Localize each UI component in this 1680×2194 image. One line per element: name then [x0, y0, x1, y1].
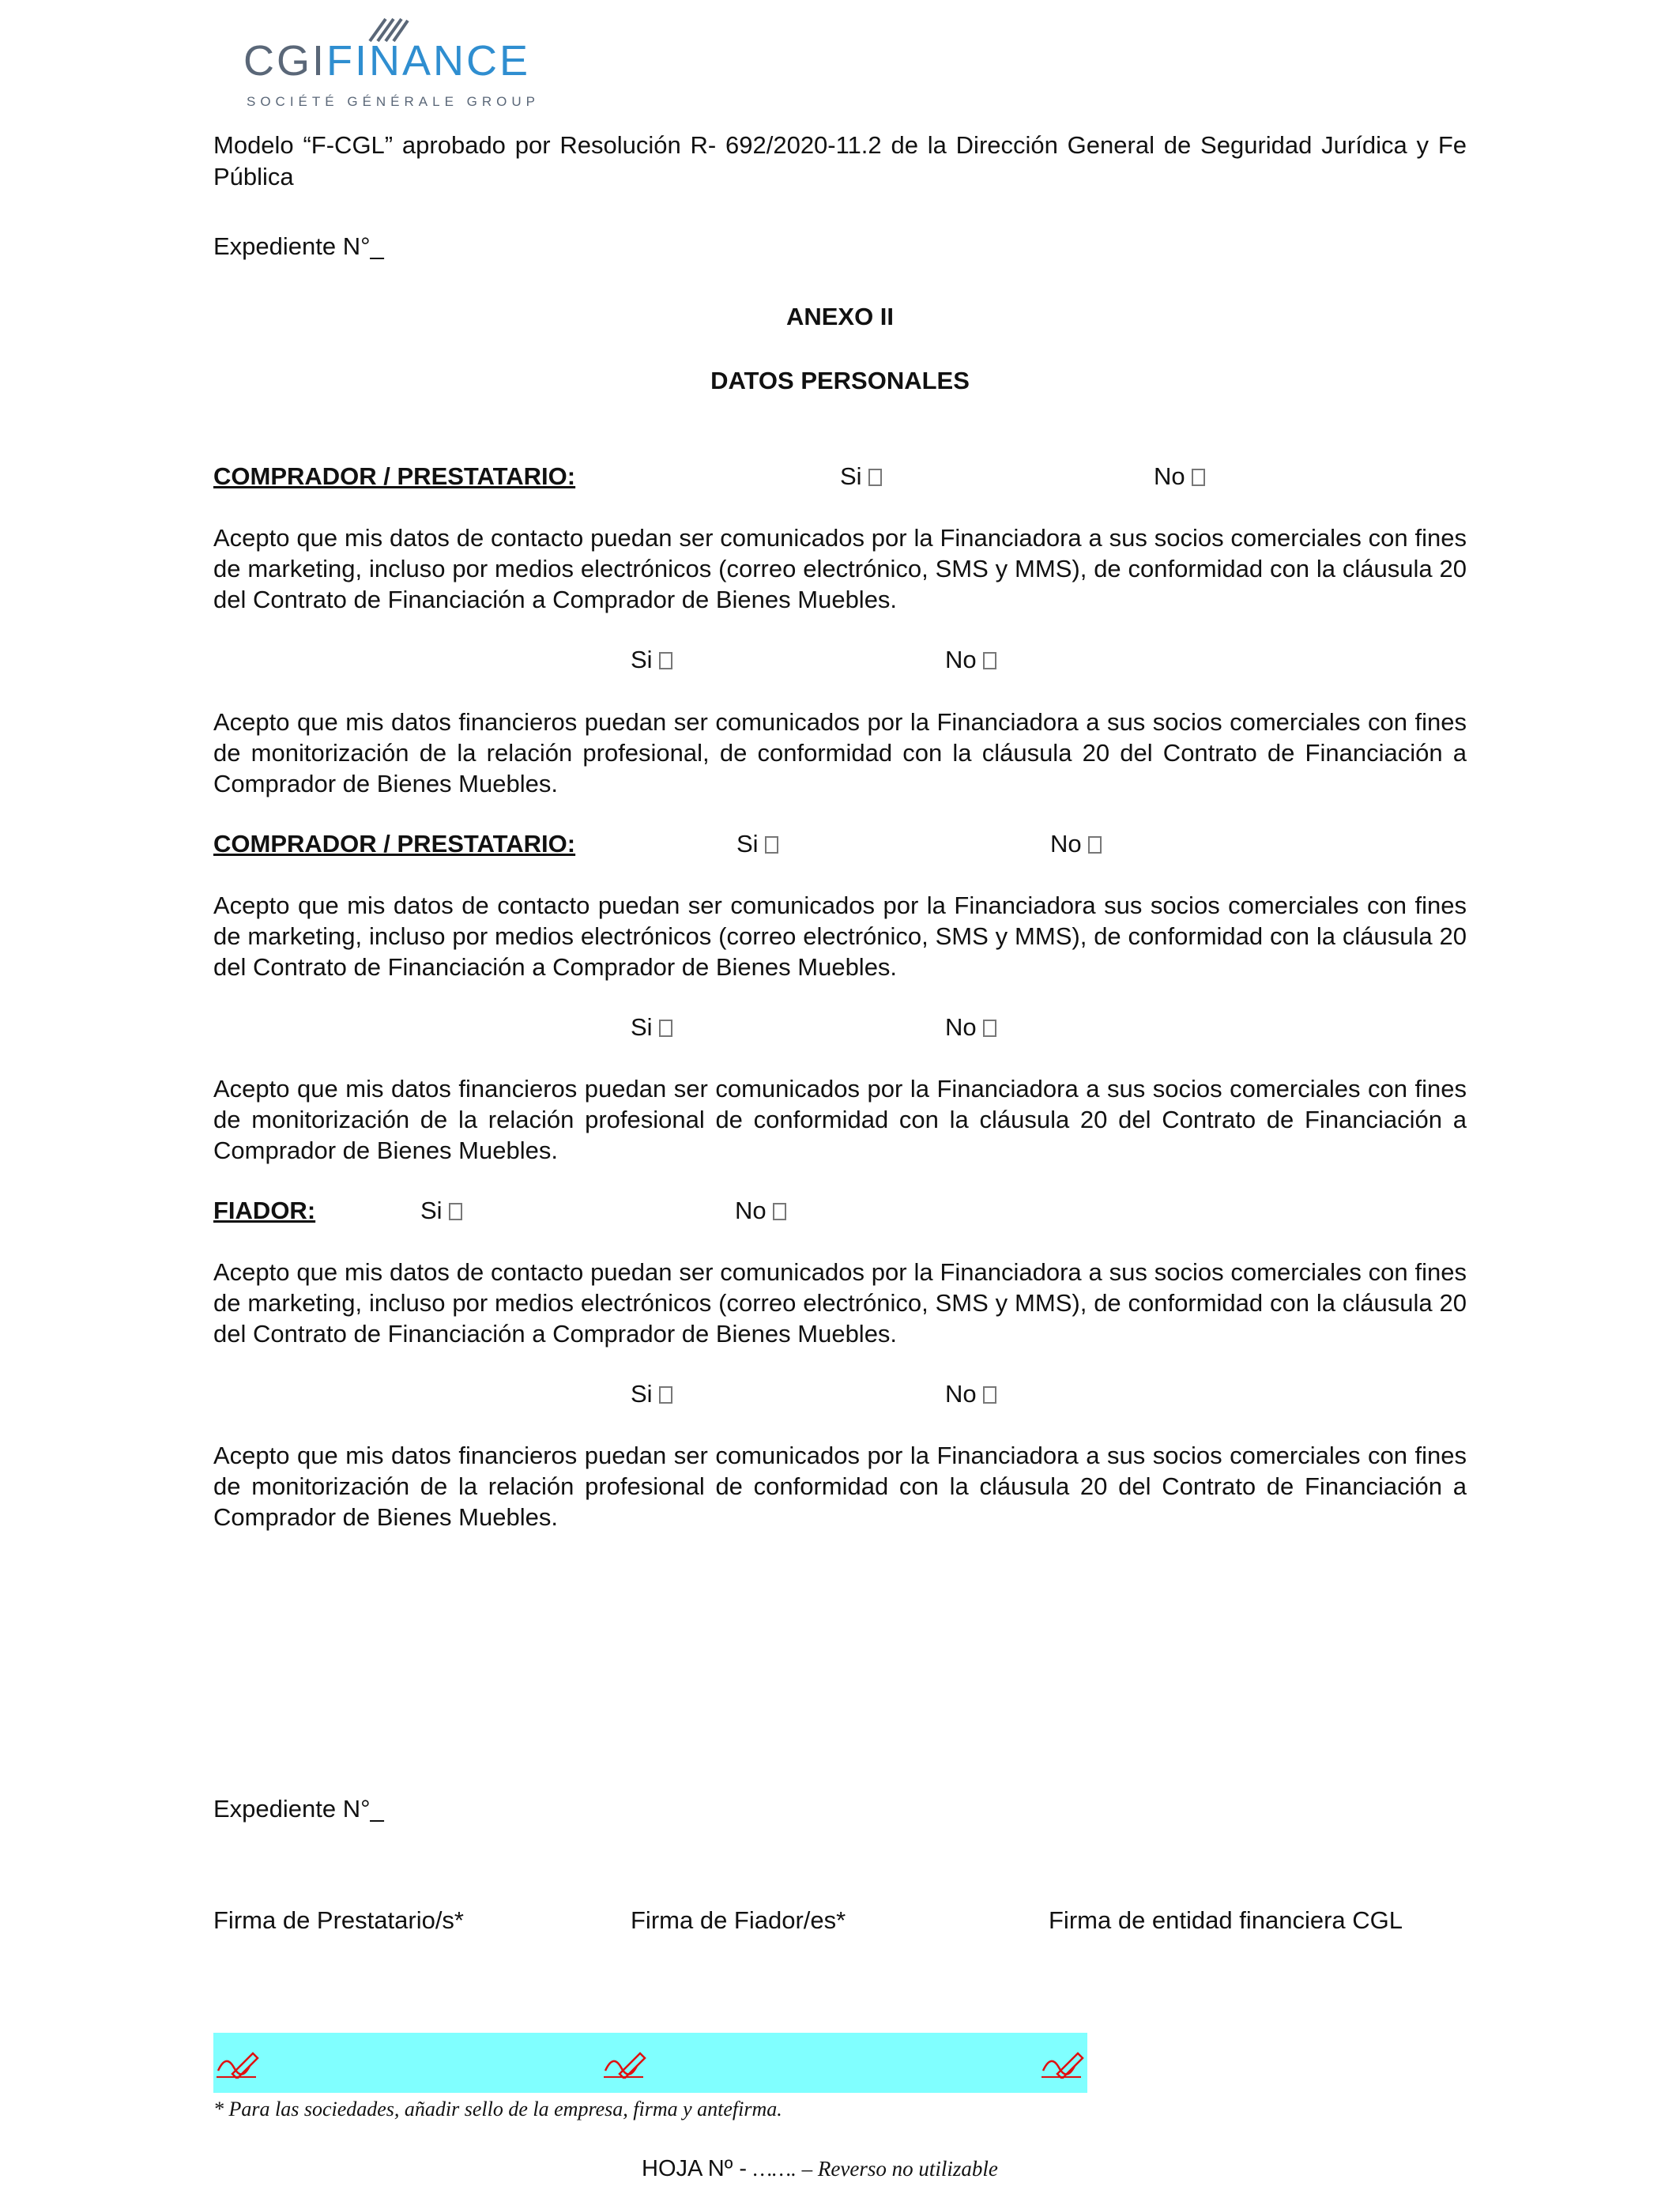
checkbox-icon [773, 1203, 786, 1220]
financial-consent-text-3: Acepto que mis datos financieros puedan ser comunicados por la Financiadora a sus socios comerciales con fines de monitorización de la relación profesional de conformidad con la cláusula 20 del Contrato de Financiación a Comprador de Bienes Muebles. [213, 1442, 1467, 1531]
contact-yes-2[interactable] [631, 1012, 672, 1042]
financial-consent-text-2: Acepto que mis datos financieros puedan ser comunicados por la Financiadora a sus socios comerciales con fines de monitorización de la relación profesional de conformidad con la cláusula 20 del Contrato de Financiación a Comprador de Bienes Muebles. [213, 1075, 1467, 1164]
no-label: No [1154, 462, 1185, 490]
model-line-1: Modelo “F-CGL” aprobado por Resolución R- 692/2020-11.2 de la Dirección General de Seguridad Jurídica y Fe [213, 131, 1467, 159]
checkbox-icon [449, 1203, 462, 1220]
party-no-2[interactable] [1050, 828, 1102, 859]
contact-no-2[interactable] [945, 1012, 996, 1042]
logo-wordmark [243, 37, 531, 85]
party-label-3: FIADOR: [213, 1197, 316, 1224]
checkbox-icon [983, 1020, 996, 1037]
no-label: No [945, 1013, 977, 1041]
expediente-top: Expediente N°_ [213, 232, 384, 260]
financial-consent-text-1: Acepto que mis datos financieros puedan ser comunicados por la Financiadora a sus socios comerciales con fines de monitorización de la relación profesional, de conformidad con la cláusula 20 del Contrato de Financiación a Comprador de Bienes Muebles. [213, 708, 1467, 797]
checkbox-icon [983, 1386, 996, 1404]
contact-no-1[interactable] [945, 644, 996, 675]
yes-label: Si [631, 1380, 653, 1408]
signature-highlight-strip [213, 2033, 1087, 2093]
contact-consent-text-1: Acepto que mis datos de contacto puedan ser comunicados por la Financiadora a sus socios comerciales con fines de marketing, incluso por medios electrónicos (correo electrónico, SMS y MMS), de conformidad con la cláusula 20 del Contrato de Financiación a Comprador de Bienes Muebles. [213, 524, 1467, 613]
party-label-2: COMPRADOR / PRESTATARIO: [213, 830, 576, 858]
logo-brand-cgi: CGI [243, 37, 327, 85]
checkbox-icon [868, 469, 882, 486]
logo-subline: SOCIÉTÉ GÉNÉRALE GROUP [247, 94, 540, 109]
checkbox-icon [659, 1020, 672, 1037]
party-no-3[interactable] [735, 1195, 786, 1226]
sheet-footer [642, 2155, 998, 2182]
party-label-1: COMPRADOR / PRESTATARIO: [213, 462, 576, 490]
model-line-2: Pública [213, 163, 294, 190]
party-yes-2[interactable] [736, 828, 778, 859]
signature-label-entity: Firma de entidad financiera CGL [1049, 1906, 1403, 1934]
annex-title: ANEXO II [785, 303, 895, 330]
company-note: * Para las sociedades, añadir sello de la empresa, firma y antefirma. [213, 2098, 782, 2120]
party-yes-3[interactable] [420, 1195, 462, 1226]
no-label: No [1050, 830, 1082, 858]
checkbox-icon [983, 652, 996, 669]
pen-writing-icon [602, 2047, 646, 2079]
checkbox-icon [1088, 836, 1102, 854]
contact-yes-1[interactable] [631, 644, 672, 675]
contact-consent-text-3: Acepto que mis datos de contacto puedan ser comunicados por la Financiadora a sus socios comerciales con fines de marketing, incluso por medios electrónicos (correo electrónico, SMS y MMS), de conformidad con la cláusula 20 del Contrato de Financiación a Comprador de Bienes Muebles. [213, 1258, 1467, 1348]
checkbox-icon [659, 652, 672, 669]
logo-brand-finance: FINANCE [326, 37, 531, 85]
checkbox-icon [659, 1386, 672, 1404]
pen-writing-icon [1040, 2047, 1084, 2079]
contact-consent-text-2: Acepto que mis datos de contacto puedan ser comunicados por la Financiadora sus socios comerciales con fines de marketing, incluso por medios electrónicos (correo electrónico, SMS y MMS), de conformidad con la cláusula 20 del Contrato de Financiación a Comprador de Bienes Muebles. [213, 892, 1467, 981]
pen-writing-icon [215, 2047, 259, 2079]
yes-label: Si [736, 830, 759, 858]
party-no-1[interactable] [1154, 461, 1205, 492]
yes-label: Si [420, 1197, 443, 1224]
party-yes-1[interactable] [840, 461, 882, 492]
signature-label-guarantor: Firma de Fiador/es* [631, 1906, 846, 1934]
contact-yes-3[interactable] [631, 1378, 672, 1409]
no-label: No [735, 1197, 767, 1224]
sheet-reverse-note: ……. – Reverso no utilizable [753, 2157, 998, 2181]
yes-label: Si [840, 462, 862, 490]
checkbox-icon [1192, 469, 1205, 486]
expediente-bottom: Expediente N°_ [213, 1795, 384, 1823]
yes-label: Si [631, 646, 653, 673]
yes-label: Si [631, 1013, 653, 1041]
no-label: No [945, 646, 977, 673]
section-title: DATOS PERSONALES [710, 367, 970, 394]
contact-no-3[interactable] [945, 1378, 996, 1409]
sheet-number-label: HOJA Nº - [642, 2156, 748, 2181]
no-label: No [945, 1380, 977, 1408]
checkbox-icon [765, 836, 778, 854]
signature-label-borrower: Firma de Prestatario/s* [213, 1906, 464, 1934]
cgi-finance-logo [243, 14, 540, 109]
